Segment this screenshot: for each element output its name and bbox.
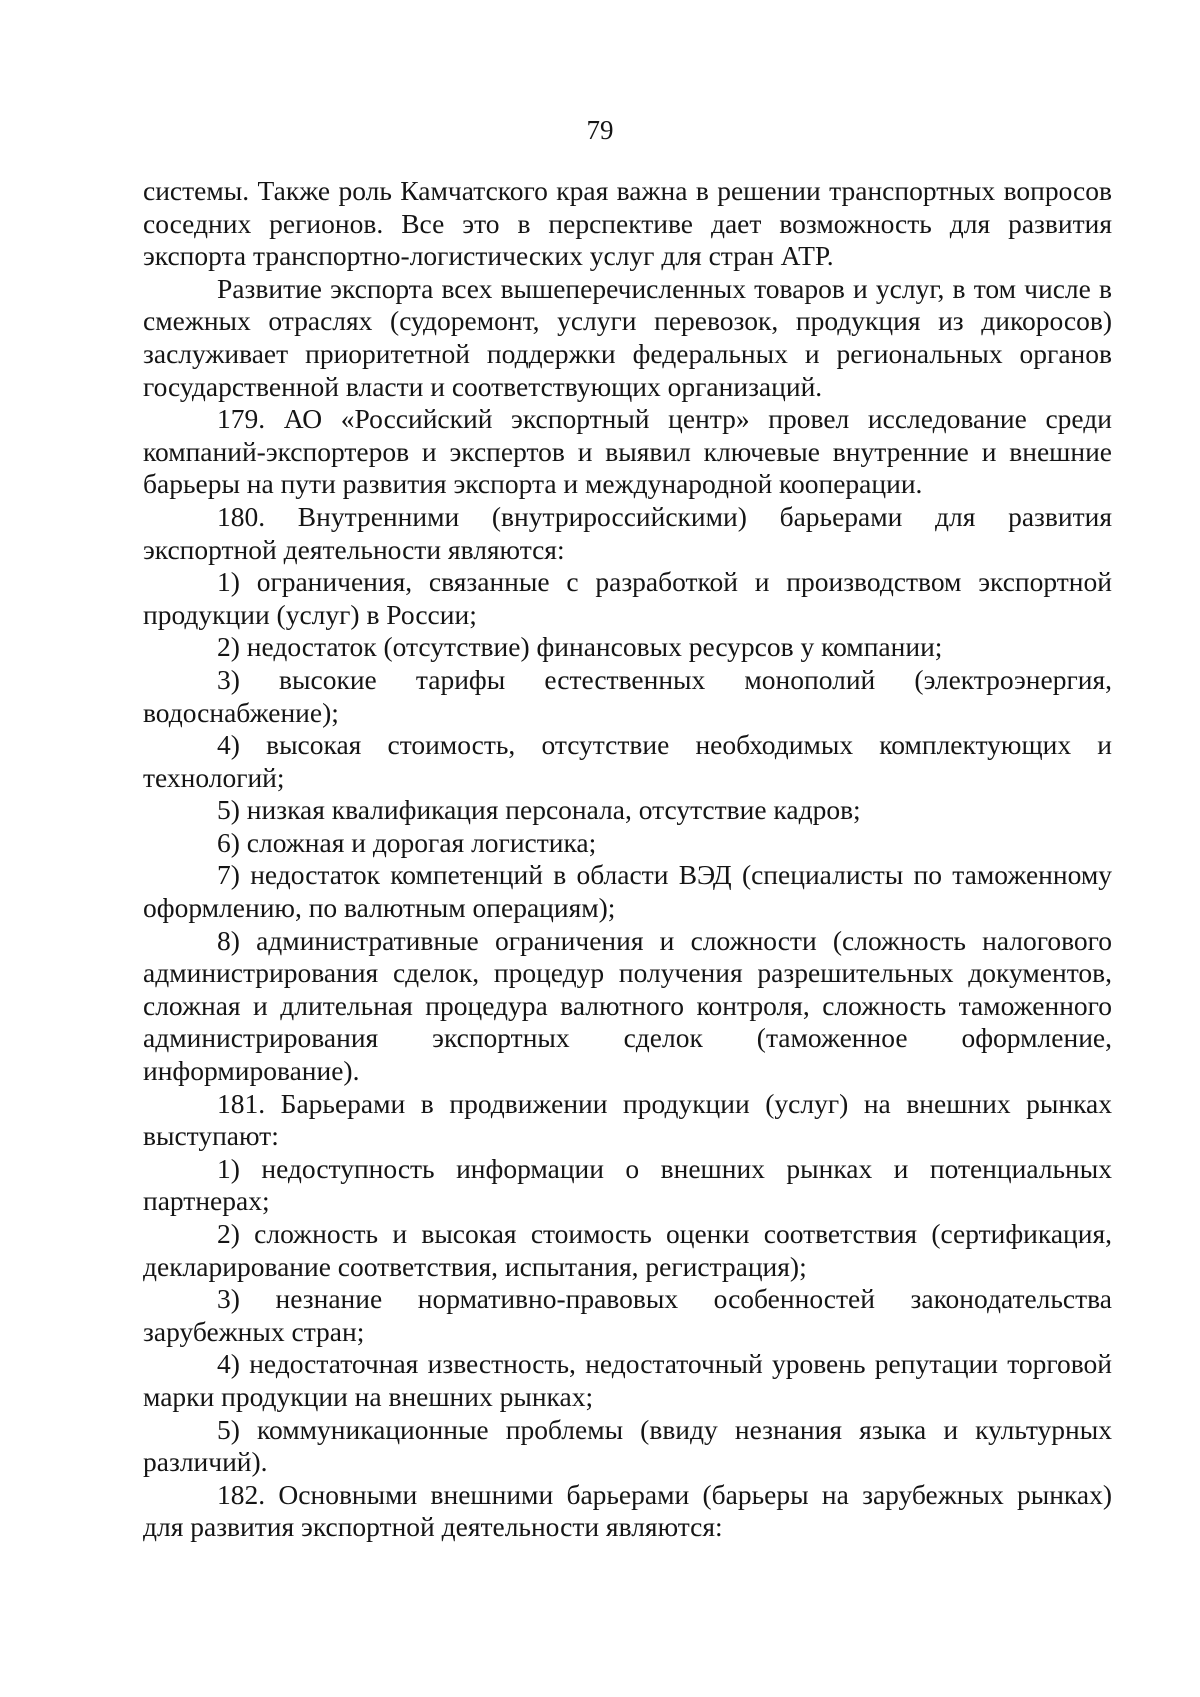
list-item: 3) незнание нормативно-правовых особенностей законодательства зарубежных стран; — [143, 1283, 1112, 1347]
list-item: 8) административные ограничения и сложности (сложность налогового администрирования сделок, процедур получения разрешительных документов, сложная и длительная процедура валютного контроля, сложность таможенного администрирования экспортных сделок (таможенное оформление, информирование). — [143, 924, 1112, 1087]
paragraph: Развитие экспорта всех вышеперечисленных товаров и услуг, в том числе в смежных отраслях (судоремонт, услуги перевозок, продукция из дикоросов) заслуживает приоритетной поддержки федеральных и региональных органов государственной власти и соответствующих организаций. — [143, 272, 1112, 402]
paragraph-182: 182. Основными внешними барьерами (барьеры на зарубежных рынках) для развития экспортной деятельности являются: — [143, 1478, 1112, 1543]
paragraph-180: 180. Внутренними (внутрироссийскими) барьерами для развития экспортной деятельности являются: — [143, 500, 1112, 565]
list-item: 4) высокая стоимость, отсутствие необходимых комплектующих и технологий; — [143, 729, 1112, 793]
page-number: 79 — [586, 115, 614, 145]
list-item: 5) низкая квалификация персонала, отсутствие кадров; — [217, 794, 861, 826]
document-body — [143, 175, 1112, 1544]
list-item: 1) ограничения, связанные с разработкой и производством экспортной продукции (услуг) в России; — [143, 566, 1112, 630]
list-item: 3) высокие тарифы естественных монополий (электроэнергия, водоснабжение); — [143, 663, 1112, 728]
list-item: 6) сложная и дорогая логистика; — [217, 826, 597, 858]
paragraph-181: 181. Барьерами в продвижении продукции (услуг) на внешних рынках выступают: — [143, 1087, 1112, 1152]
list-item: 7) недостаток компетенций в области ВЭД (специалисты по таможенному оформлению, по валютным операциям); — [143, 859, 1112, 924]
list-item: 2) недостаток (отсутствие) финансовых ресурсов у компании; — [217, 631, 943, 663]
list-item: 5) коммуникационные проблемы (ввиду незнания языка и культурных различий). — [143, 1413, 1112, 1478]
paragraph-continuation: системы. Также роль Камчатского края важна в решении транспортных вопросов соседних регионов. Все это в перспективе дает возможность для развития экспорта транспортно-логистических услуг для стран АТР. — [143, 175, 1112, 272]
paragraph-179: 179. АО «Российский экспортный центр» провел исследование среди компаний-экспортеров и экспертов и выявил ключевые внутренние и внешние барьеры на пути развития экспорта и международной кооперации. — [143, 403, 1112, 500]
list-item: 2) сложность и высокая стоимость оценки соответствия (сертификация, декларирование соответствия, испытания, регистрация); — [143, 1218, 1112, 1282]
list-item: 4) недостаточная известность, недостаточный уровень репутации торговой марки продукции на внешних рынках; — [143, 1348, 1112, 1412]
list-item: 1) недоступность информации о внешних рынках и потенциальных партнерах; — [143, 1152, 1112, 1217]
